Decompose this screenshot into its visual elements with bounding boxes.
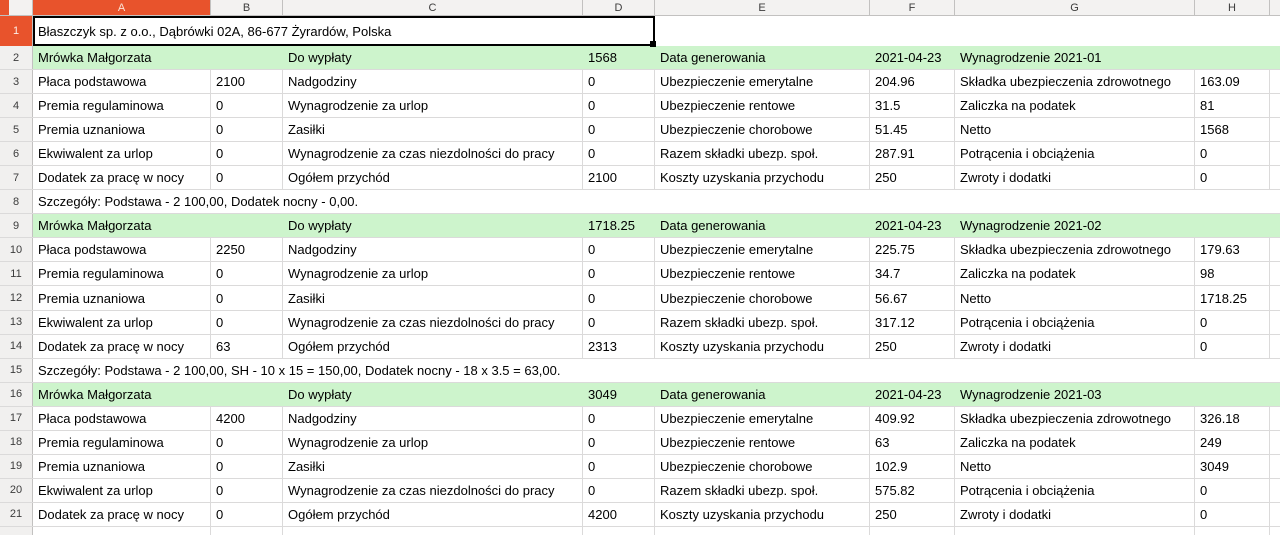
row-header-7[interactable]: 7	[0, 166, 33, 189]
cell-g4[interactable]: Zaliczka na podatek	[955, 94, 1195, 117]
cell-b22[interactable]	[211, 527, 283, 535]
cell-f22[interactable]	[870, 527, 955, 535]
cell-e14[interactable]: Koszty uzyskania przychodu	[655, 335, 870, 358]
sheet-grid	[0, 16, 1280, 535]
cell-b11[interactable]: 0	[211, 262, 283, 285]
cell-b16[interactable]	[211, 383, 283, 406]
column-header-c[interactable]: C	[283, 0, 583, 15]
cell-b12[interactable]: 0	[211, 286, 283, 309]
table-row	[0, 70, 1280, 94]
row-header-4[interactable]: 4	[0, 94, 33, 117]
table-row	[0, 311, 1280, 335]
cell-c7[interactable]: Ogółem przychód	[283, 166, 583, 189]
cell-g13[interactable]: Potrącenia i obciążenia	[955, 311, 1195, 334]
cell-e3[interactable]: Ubezpieczenie emerytalne	[655, 70, 870, 93]
table-row	[0, 190, 1280, 214]
cell-g22[interactable]	[955, 527, 1195, 535]
cell-e9[interactable]: Data generowania	[660, 218, 766, 234]
cell-b7[interactable]: 0	[211, 166, 283, 189]
table-row	[0, 455, 1280, 479]
row-header-8[interactable]: 8	[0, 190, 33, 213]
cell-edge-21[interactable]	[1270, 503, 1280, 526]
cell-f4[interactable]: 31.5	[870, 94, 955, 117]
table-row-partial	[0, 527, 1280, 535]
cell-f2[interactable]: 2021-04-23	[875, 50, 942, 66]
cell-edge-9[interactable]	[1270, 214, 1280, 237]
cell-e22[interactable]	[655, 527, 870, 535]
cell-edge-20[interactable]	[1270, 479, 1280, 502]
table-row	[0, 46, 1280, 70]
cell-e6[interactable]: Razem składki ubezp. społ.	[655, 142, 870, 165]
cell-d21[interactable]: 4200	[583, 503, 655, 526]
cell-f18[interactable]: 63	[870, 431, 955, 454]
row-header-1[interactable]: 1	[0, 16, 33, 46]
cell-b13[interactable]: 0	[211, 311, 283, 334]
cell-edge-3[interactable]	[1270, 70, 1280, 93]
column-header-edge	[1270, 0, 1280, 15]
row-header-22[interactable]	[0, 527, 33, 535]
row-header-6[interactable]: 6	[0, 142, 33, 165]
cell-g14[interactable]: Zwroty i dodatki	[955, 335, 1195, 358]
cell-h7[interactable]: 0	[1195, 166, 1270, 189]
cell-e10[interactable]: Ubezpieczenie emerytalne	[655, 238, 870, 261]
row-header-20[interactable]: 20	[0, 479, 33, 502]
cell-d10[interactable]: 0	[583, 238, 655, 261]
cell-c3[interactable]: Nadgodziny	[283, 70, 583, 93]
table-row	[0, 214, 1280, 238]
cell-f20[interactable]: 575.82	[870, 479, 955, 502]
cell-f11[interactable]: 34.7	[870, 262, 955, 285]
cell-e17[interactable]: Ubezpieczenie emerytalne	[655, 407, 870, 430]
row-header-13[interactable]: 13	[0, 311, 33, 334]
cell-h9[interactable]	[1195, 214, 1270, 237]
cell-g19[interactable]: Netto	[955, 455, 1195, 478]
cell-g17[interactable]: Składka ubezpieczenia zdrowotnego	[955, 407, 1195, 430]
cell-d4[interactable]: 0	[583, 94, 655, 117]
cell-e2[interactable]: Data generowania	[660, 50, 766, 66]
row-header-2[interactable]: 2	[0, 46, 33, 69]
cell-a15[interactable]: Szczegóły: Podstawa - 2 100,00, SH - 10 x 15 = 150,00, Dodatek nocny - 18 x 3.5 = 63,00.	[38, 362, 561, 378]
cell-g18[interactable]: Zaliczka na podatek	[955, 431, 1195, 454]
cell-c20[interactable]: Wynagrodzenie za czas niezdolności do pracy	[283, 479, 583, 502]
cell-h21[interactable]: 0	[1195, 503, 1270, 526]
cell-a6[interactable]: Ekwiwalent za urlop	[33, 142, 211, 165]
column-header-row	[0, 0, 1280, 16]
column-header-f[interactable]: F	[870, 0, 955, 15]
table-row	[0, 479, 1280, 503]
cell-f17[interactable]: 409.92	[870, 407, 955, 430]
table-row	[0, 166, 1280, 190]
cell-b4[interactable]: 0	[211, 94, 283, 117]
cell-a11[interactable]: Premia regulaminowa	[33, 262, 211, 285]
cell-b9[interactable]	[211, 214, 283, 237]
cell-a12[interactable]: Premia uznaniowa	[33, 286, 211, 309]
cell-edge-14[interactable]	[1270, 335, 1280, 358]
cell-b19[interactable]: 0	[211, 455, 283, 478]
row-header-11[interactable]: 11	[0, 262, 33, 285]
cell-g9[interactable]: Wynagrodzenie 2021-02	[960, 218, 1102, 234]
column-header-b[interactable]: B	[211, 0, 283, 15]
cell-f14[interactable]: 250	[870, 335, 955, 358]
cell-e12[interactable]: Ubezpieczenie chorobowe	[655, 286, 870, 309]
row-header-12[interactable]: 12	[0, 286, 33, 309]
cell-d3[interactable]: 0	[583, 70, 655, 93]
cell-g2[interactable]: Wynagrodzenie 2021-01	[960, 50, 1102, 66]
table-row	[0, 286, 1280, 310]
cell-c11[interactable]: Wynagrodzenie za urlop	[283, 262, 583, 285]
cell-a1[interactable]: Błaszczyk sp. z o.o., Dąbrówki 02A, 86-677 Żyrardów, Polska	[38, 23, 392, 39]
cell-a3[interactable]: Płaca podstawowa	[33, 70, 211, 93]
cell-h2[interactable]	[1195, 46, 1270, 69]
cell-f13[interactable]: 317.12	[870, 311, 955, 334]
cell-edge-19[interactable]	[1270, 455, 1280, 478]
cell-d7[interactable]: 2100	[583, 166, 655, 189]
cell-e21[interactable]: Koszty uzyskania przychodu	[655, 503, 870, 526]
cell-f21[interactable]: 250	[870, 503, 955, 526]
cell-h12[interactable]: 1718.25	[1195, 286, 1270, 309]
cell-b17[interactable]: 4200	[211, 407, 283, 430]
cell-d17[interactable]: 0	[583, 407, 655, 430]
cell-edge-11[interactable]	[1270, 262, 1280, 285]
row-header-18[interactable]: 18	[0, 431, 33, 454]
table-row	[0, 383, 1280, 407]
table-row	[0, 503, 1280, 527]
cell-b10[interactable]: 2250	[211, 238, 283, 261]
cell-h11[interactable]: 98	[1195, 262, 1270, 285]
cell-c5[interactable]: Zasiłki	[283, 118, 583, 141]
cell-g7[interactable]: Zwroty i dodatki	[955, 166, 1195, 189]
cell-edge-13[interactable]	[1270, 311, 1280, 334]
cell-d5[interactable]: 0	[583, 118, 655, 141]
cell-d19[interactable]: 0	[583, 455, 655, 478]
cell-b6[interactable]: 0	[211, 142, 283, 165]
cell-edge-6[interactable]	[1270, 142, 1280, 165]
cell-f10[interactable]: 225.75	[870, 238, 955, 261]
cell-d16[interactable]: 3049	[588, 386, 617, 402]
cell-f9[interactable]: 2021-04-23	[875, 218, 942, 234]
row-header-9[interactable]: 9	[0, 214, 33, 237]
cell-a16[interactable]: Mrówka Małgorzata	[38, 386, 152, 402]
row-header-21[interactable]: 21	[0, 503, 33, 526]
cell-edge-22[interactable]	[1270, 527, 1280, 535]
cell-c9[interactable]: Do wypłaty	[288, 218, 352, 234]
row-header-15[interactable]: 15	[0, 359, 33, 382]
cell-g12[interactable]: Netto	[955, 286, 1195, 309]
cell-d20[interactable]: 0	[583, 479, 655, 502]
cell-edge-17[interactable]	[1270, 407, 1280, 430]
cell-a14[interactable]: Dodatek za pracę w nocy	[33, 335, 211, 358]
cell-e4[interactable]: Ubezpieczenie rentowe	[655, 94, 870, 117]
table-row	[0, 16, 1280, 46]
cell-b5[interactable]: 0	[211, 118, 283, 141]
cell-f12[interactable]: 56.67	[870, 286, 955, 309]
row-header-16[interactable]: 16	[0, 383, 33, 406]
cell-c13[interactable]: Wynagrodzenie za czas niezdolności do pracy	[283, 311, 583, 334]
cell-f19[interactable]: 102.9	[870, 455, 955, 478]
table-row	[0, 238, 1280, 262]
cell-c16[interactable]: Do wypłaty	[288, 386, 352, 402]
cell-g20[interactable]: Potrącenia i obciążenia	[955, 479, 1195, 502]
cell-h22[interactable]	[1195, 527, 1270, 535]
cell-g10[interactable]: Składka ubezpieczenia zdrowotnego	[955, 238, 1195, 261]
cell-c21[interactable]: Ogółem przychód	[283, 503, 583, 526]
column-header-e[interactable]: E	[655, 0, 870, 15]
cell-a19[interactable]: Premia uznaniowa	[33, 455, 211, 478]
row-header-3[interactable]: 3	[0, 70, 33, 93]
cell-e5[interactable]: Ubezpieczenie chorobowe	[655, 118, 870, 141]
table-row	[0, 262, 1280, 286]
cell-b14[interactable]: 63	[211, 335, 283, 358]
cell-a18[interactable]: Premia regulaminowa	[33, 431, 211, 454]
cell-d22[interactable]	[583, 527, 655, 535]
cell-c4[interactable]: Wynagrodzenie za urlop	[283, 94, 583, 117]
cell-d12[interactable]: 0	[583, 286, 655, 309]
cell-c10[interactable]: Nadgodziny	[283, 238, 583, 261]
column-header-g[interactable]: G	[955, 0, 1195, 15]
cell-f7[interactable]: 250	[870, 166, 955, 189]
cell-e7[interactable]: Koszty uzyskania przychodu	[655, 166, 870, 189]
cell-c2[interactable]: Do wypłaty	[288, 50, 352, 66]
cell-h17[interactable]: 326.18	[1195, 407, 1270, 430]
row-header-19[interactable]: 19	[0, 455, 33, 478]
table-row	[0, 335, 1280, 359]
cell-b20[interactable]: 0	[211, 479, 283, 502]
cell-h19[interactable]: 3049	[1195, 455, 1270, 478]
cell-a22[interactable]	[33, 527, 211, 535]
cell-edge-5[interactable]	[1270, 118, 1280, 141]
table-row	[0, 407, 1280, 431]
cell-b3[interactable]: 2100	[211, 70, 283, 93]
cell-c22[interactable]	[283, 527, 583, 535]
cell-h6[interactable]: 0	[1195, 142, 1270, 165]
cell-d14[interactable]: 2313	[583, 335, 655, 358]
cell-h10[interactable]: 179.63	[1195, 238, 1270, 261]
cell-f5[interactable]: 51.45	[870, 118, 955, 141]
cell-g16[interactable]: Wynagrodzenie 2021-03	[960, 386, 1102, 402]
cell-f3[interactable]: 204.96	[870, 70, 955, 93]
cell-a9[interactable]: Mrówka Małgorzata	[38, 218, 152, 234]
table-row	[0, 142, 1280, 166]
corner-accent	[0, 0, 9, 15]
cell-c6[interactable]: Wynagrodzenie za czas niezdolności do pracy	[283, 142, 583, 165]
table-row	[0, 118, 1280, 142]
cell-g6[interactable]: Potrącenia i obciążenia	[955, 142, 1195, 165]
cell-d6[interactable]: 0	[583, 142, 655, 165]
cell-a13[interactable]: Ekwiwalent za urlop	[33, 311, 211, 334]
cell-a2[interactable]: Mrówka Małgorzata	[38, 50, 152, 66]
cell-h4[interactable]: 81	[1195, 94, 1270, 117]
cell-edge-10[interactable]	[1270, 238, 1280, 261]
cell-d13[interactable]: 0	[583, 311, 655, 334]
column-header-h[interactable]: H	[1195, 0, 1270, 15]
cell-a7[interactable]: Dodatek za pracę w nocy	[33, 166, 211, 189]
table-row	[0, 359, 1280, 383]
cell-f6[interactable]: 287.91	[870, 142, 955, 165]
cell-h20[interactable]: 0	[1195, 479, 1270, 502]
row-header-10[interactable]: 10	[0, 238, 33, 261]
cell-g5[interactable]: Netto	[955, 118, 1195, 141]
table-row	[0, 94, 1280, 118]
cell-g21[interactable]: Zwroty i dodatki	[955, 503, 1195, 526]
cell-a8[interactable]: Szczegóły: Podstawa - 2 100,00, Dodatek nocny - 0,00.	[38, 194, 359, 210]
column-header-a[interactable]: A	[33, 0, 211, 15]
cell-e18[interactable]: Ubezpieczenie rentowe	[655, 431, 870, 454]
cell-b21[interactable]: 0	[211, 503, 283, 526]
cell-edge-4[interactable]	[1270, 94, 1280, 117]
cell-d2[interactable]: 1568	[588, 50, 617, 66]
cell-edge-12[interactable]	[1270, 286, 1280, 309]
cell-edge-16[interactable]	[1270, 383, 1280, 406]
cell-edge-2[interactable]	[1270, 46, 1280, 69]
cell-e11[interactable]: Ubezpieczenie rentowe	[655, 262, 870, 285]
cell-h14[interactable]: 0	[1195, 335, 1270, 358]
cell-b18[interactable]: 0	[211, 431, 283, 454]
cell-g11[interactable]: Zaliczka na podatek	[955, 262, 1195, 285]
row-header-5[interactable]: 5	[0, 118, 33, 141]
cell-h13[interactable]: 0	[1195, 311, 1270, 334]
cell-b2[interactable]	[211, 46, 283, 69]
cell-e19[interactable]: Ubezpieczenie chorobowe	[655, 455, 870, 478]
cell-a21[interactable]: Dodatek za pracę w nocy	[33, 503, 211, 526]
cell-f16[interactable]: 2021-04-23	[875, 386, 942, 402]
row-header-17[interactable]: 17	[0, 407, 33, 430]
column-header-d[interactable]: D	[583, 0, 655, 15]
cell-h18[interactable]: 249	[1195, 431, 1270, 454]
cell-a4[interactable]: Premia regulaminowa	[33, 94, 211, 117]
cell-a5[interactable]: Premia uznaniowa	[33, 118, 211, 141]
cell-d18[interactable]: 0	[583, 431, 655, 454]
cell-h16[interactable]	[1195, 383, 1270, 406]
row-header-14[interactable]: 14	[0, 335, 33, 358]
table-row	[0, 431, 1280, 455]
cell-c17[interactable]: Nadgodziny	[283, 407, 583, 430]
cell-h3[interactable]: 163.09	[1195, 70, 1270, 93]
cell-edge-7[interactable]	[1270, 166, 1280, 189]
cell-a20[interactable]: Ekwiwalent za urlop	[33, 479, 211, 502]
cell-h5[interactable]: 1568	[1195, 118, 1270, 141]
cell-c14[interactable]: Ogółem przychód	[283, 335, 583, 358]
cell-a17[interactable]: Płaca podstawowa	[33, 407, 211, 430]
cell-a10[interactable]: Płaca podstawowa	[33, 238, 211, 261]
cell-e13[interactable]: Razem składki ubezp. społ.	[655, 311, 870, 334]
cell-e20[interactable]: Razem składki ubezp. społ.	[655, 479, 870, 502]
cell-d9[interactable]: 1718.25	[588, 218, 635, 234]
cell-d11[interactable]: 0	[583, 262, 655, 285]
cell-e16[interactable]: Data generowania	[660, 386, 766, 402]
cell-edge-18[interactable]	[1270, 431, 1280, 454]
cell-c12[interactable]: Zasiłki	[283, 286, 583, 309]
select-all-corner[interactable]	[0, 0, 33, 15]
cell-c19[interactable]: Zasiłki	[283, 455, 583, 478]
cell-c18[interactable]: Wynagrodzenie za urlop	[283, 431, 583, 454]
cell-g3[interactable]: Składka ubezpieczenia zdrowotnego	[955, 70, 1195, 93]
